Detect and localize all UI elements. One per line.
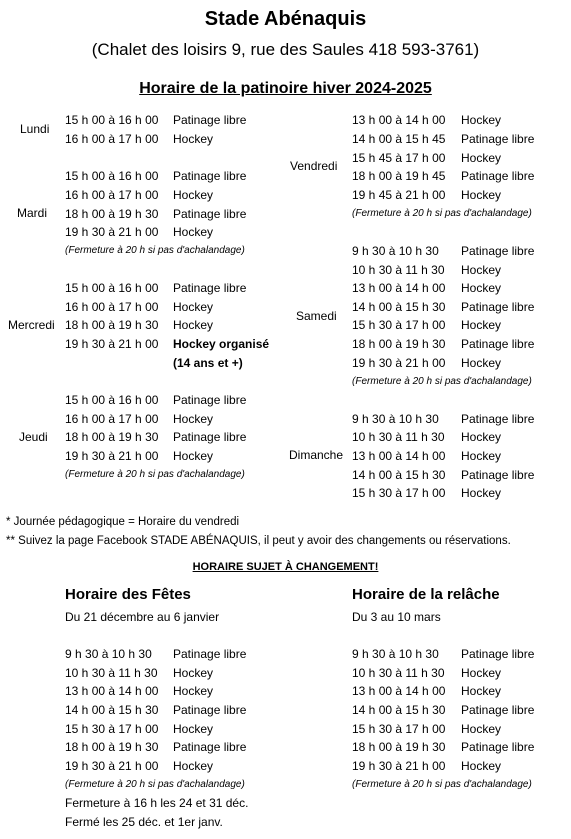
activity: Patinage libre	[461, 647, 535, 661]
time-slot: 15 h 00 à 16 h 00	[65, 281, 159, 295]
activity: Hockey	[173, 666, 214, 680]
activity: Patinage libre	[173, 740, 247, 754]
activity: Hockey	[173, 188, 214, 202]
time-slot: 18 h 00 à 19 h 30	[65, 207, 159, 221]
activity: Patinage libre	[173, 169, 247, 183]
activity: Patinage libre	[173, 430, 247, 444]
activity: Hockey	[461, 318, 502, 332]
day-label-lundi: Lundi	[20, 122, 50, 136]
closing-note: (Fermeture à 20 h si pas d'achalandage)	[352, 208, 532, 219]
footnote-pedagogique: * Journée pédagogique = Horaire du vendredi	[6, 516, 240, 528]
activity: Hockey	[173, 225, 214, 239]
activity: Patinage libre	[461, 169, 535, 183]
time-slot: 19 h 45 à 21 h 00	[352, 188, 446, 202]
activity: Hockey	[461, 486, 502, 500]
day-label-samedi: Samedi	[296, 309, 337, 323]
day-label-mercredi: Mercredi	[8, 318, 55, 332]
day-label-mardi: Mardi	[17, 206, 48, 220]
time-slot: 13 h 00 à 14 h 00	[352, 113, 446, 127]
activity: Patinage libre	[461, 703, 535, 717]
page-subtitle: (Chalet des loisirs 9, rue des Saules 418 593-3761)	[91, 40, 480, 59]
time-slot: 14 h 00 à 15 h 45	[352, 132, 446, 146]
closing-note: (Fermeture à 20 h si pas d'achalandage)	[352, 376, 532, 387]
activity: Hockey	[173, 412, 214, 426]
closing-note: (Fermeture à 20 h si pas d'achalandage)	[65, 779, 245, 790]
activity: Hockey	[173, 318, 214, 332]
fetes-closed-days: Fermé les 25 déc. et 1er janv.	[65, 815, 223, 829]
time-slot: 15 h 30 à 17 h 00	[352, 486, 446, 500]
time-slot: 15 h 30 à 17 h 00	[352, 318, 446, 332]
releche-title: Horaire de la relâche	[352, 586, 500, 603]
time-slot: 13 h 00 à 14 h 00	[352, 281, 446, 295]
change-warning: HORAIRE SUJET À CHANGEMENT!	[192, 561, 379, 573]
time-slot: 13 h 00 à 14 h 00	[352, 684, 446, 698]
time-slot: 19 h 30 à 21 h 00	[65, 337, 159, 351]
activity: Hockey	[173, 759, 214, 773]
time-slot: 10 h 30 à 11 h 30	[352, 430, 445, 444]
time-slot: 18 h 00 à 19 h 30	[65, 430, 159, 444]
day-label-jeudi: Jeudi	[19, 430, 48, 444]
activity: Hockey	[461, 151, 502, 165]
time-slot: 19 h 30 à 21 h 00	[65, 225, 159, 239]
closing-note: (Fermeture à 20 h si pas d'achalandage)	[65, 245, 245, 256]
activity: Hockey	[461, 759, 502, 773]
time-slot: 15 h 30 à 17 h 00	[352, 722, 446, 736]
activity: Hockey	[461, 449, 502, 463]
time-slot: 16 h 00 à 17 h 00	[65, 300, 159, 314]
activity: Hockey	[173, 684, 214, 698]
time-slot: 16 h 00 à 17 h 00	[65, 132, 159, 146]
day-label-dimanche: Dimanche	[289, 448, 344, 462]
activity: Hockey	[173, 449, 214, 463]
activity: Patinage libre	[461, 740, 535, 754]
fetes-early-closing: Fermeture à 16 h les 24 et 31 déc.	[65, 796, 249, 810]
activity: Patinage libre	[173, 703, 247, 717]
activity: Patinage libre	[461, 468, 535, 482]
time-slot: 10 h 30 à 11 h 30	[352, 263, 445, 277]
time-slot: 15 h 00 à 16 h 00	[65, 113, 159, 127]
activity: Hockey	[461, 188, 502, 202]
time-slot: 16 h 00 à 17 h 00	[65, 188, 159, 202]
time-slot: 15 h 00 à 16 h 00	[65, 393, 159, 407]
time-slot: 10 h 30 à 11 h 30	[352, 666, 445, 680]
footnote-facebook: ** Suivez la page Facebook STADE ABÉNAQUIS, il peut y avoir des changements ou réservations.	[6, 535, 511, 547]
closing-note: (Fermeture à 20 h si pas d'achalandage)	[65, 469, 245, 480]
activity: Patinage libre	[173, 647, 247, 661]
activity: Patinage libre	[461, 132, 535, 146]
activity: Hockey	[461, 430, 502, 444]
time-slot: 19 h 30 à 21 h 00	[65, 759, 159, 773]
time-slot: 16 h 00 à 17 h 00	[65, 412, 159, 426]
fetes-dates: Du 21 décembre au 6 janvier	[65, 610, 220, 624]
time-slot: 14 h 00 à 15 h 30	[352, 468, 446, 482]
time-slot: 10 h 30 à 11 h 30	[65, 666, 158, 680]
activity: Hockey	[461, 113, 502, 127]
time-slot: 15 h 30 à 17 h 00	[65, 722, 159, 736]
activity: Patinage libre	[461, 244, 535, 258]
activity: Patinage libre	[461, 337, 535, 351]
time-slot: 9 h 30 à 10 h 30	[352, 244, 439, 258]
time-slot: 18 h 00 à 19 h 30	[352, 740, 446, 754]
activity: Patinage libre	[173, 113, 247, 127]
time-slot: 18 h 00 à 19 h 45	[352, 169, 446, 183]
time-slot: 9 h 30 à 10 h 30	[352, 647, 439, 661]
time-slot: 18 h 00 à 19 h 30	[352, 337, 446, 351]
time-slot: 14 h 00 à 15 h 30	[65, 703, 159, 717]
time-slot: 14 h 00 à 15 h 30	[352, 703, 446, 717]
activity-detail: (14 ans et +)	[173, 356, 243, 370]
activity: Hockey	[461, 356, 502, 370]
time-slot: 15 h 45 à 17 h 00	[352, 151, 446, 165]
activity: Hockey	[173, 722, 214, 736]
activity: Hockey	[461, 281, 502, 295]
day-label-vendredi: Vendredi	[290, 159, 338, 173]
time-slot: 15 h 00 à 16 h 00	[65, 169, 159, 183]
time-slot: 18 h 00 à 19 h 30	[65, 318, 159, 332]
time-slot: 9 h 30 à 10 h 30	[352, 412, 439, 426]
activity: Patinage libre	[461, 300, 535, 314]
time-slot: 19 h 30 à 21 h 00	[352, 759, 446, 773]
schedule-heading: Horaire de la patinoire hiver 2024-2025	[139, 80, 432, 97]
activity: Hockey organisé	[173, 337, 270, 351]
activity: Hockey	[461, 263, 502, 277]
time-slot: 9 h 30 à 10 h 30	[65, 647, 152, 661]
activity: Patinage libre	[173, 207, 247, 221]
time-slot: 19 h 30 à 21 h 00	[65, 449, 159, 463]
releche-dates: Du 3 au 10 mars	[352, 610, 441, 624]
activity: Hockey	[461, 722, 502, 736]
fetes-title: Horaire des Fêtes	[65, 586, 191, 603]
closing-note: (Fermeture à 20 h si pas d'achalandage)	[352, 779, 532, 790]
activity: Hockey	[461, 666, 502, 680]
time-slot: 13 h 00 à 14 h 00	[352, 449, 446, 463]
time-slot: 13 h 00 à 14 h 00	[65, 684, 159, 698]
time-slot: 14 h 00 à 15 h 30	[352, 300, 446, 314]
activity: Patinage libre	[173, 393, 247, 407]
activity: Hockey	[461, 684, 502, 698]
activity: Patinage libre	[461, 412, 535, 426]
time-slot: 19 h 30 à 21 h 00	[352, 356, 446, 370]
activity: Hockey	[173, 132, 214, 146]
time-slot: 18 h 00 à 19 h 30	[65, 740, 159, 754]
activity: Patinage libre	[173, 281, 247, 295]
activity: Hockey	[173, 300, 214, 314]
page-title: Stade Abénaquis	[204, 8, 367, 30]
